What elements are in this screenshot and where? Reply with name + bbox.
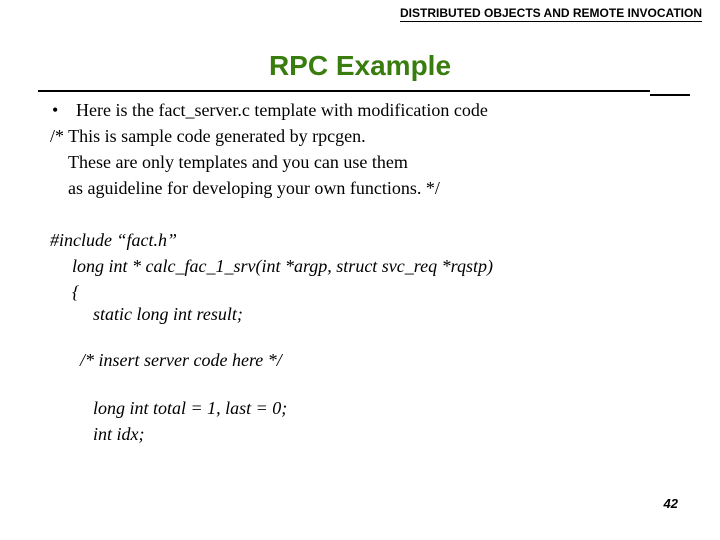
code-function-signature: long int * calc_fac_1_srv(int *argp, struct svc_req *rqstp) [72, 256, 493, 276]
title-divider-accent [650, 94, 690, 96]
code-idx-declaration: int idx; [93, 424, 145, 444]
code-static-declaration: static long int result; [93, 304, 243, 324]
title-divider [38, 90, 650, 92]
comment-line-1: /* This is sample code generated by rpcgen. [50, 126, 366, 146]
code-insert-comment: /* insert server code here */ [80, 350, 282, 370]
code-open-brace: { [72, 282, 80, 302]
section-header: DISTRIBUTED OBJECTS AND REMOTE INVOCATION [399, 6, 702, 20]
slide-title: RPC Example [268, 50, 452, 81]
code-total-declaration: long int total = 1, last = 0; [93, 398, 288, 418]
page-number: 42 [663, 496, 678, 511]
comment-line-3: as aguideline for developing your own functions. */ [68, 178, 440, 198]
bullet-text: Here is the fact_server.c template with modification code [76, 100, 488, 120]
bullet-marker: • [52, 100, 59, 120]
code-include-line: #include “fact.h” [50, 230, 177, 250]
comment-line-2: These are only templates and you can use them [68, 152, 408, 172]
